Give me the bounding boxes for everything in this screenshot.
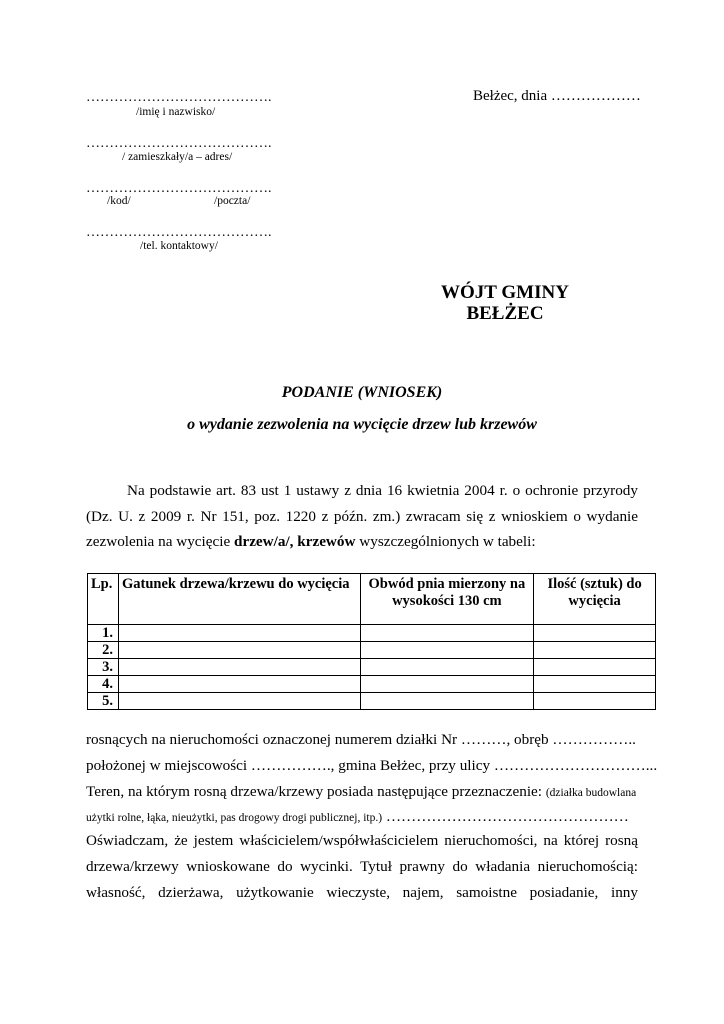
document-title: PODANIE (WNIOSEK) xyxy=(281,384,443,401)
intro-line-3-text: zezwolenia na wycięcie xyxy=(86,533,234,550)
species-cell[interactable] xyxy=(118,659,360,676)
circumference-cell[interactable] xyxy=(360,676,534,693)
post-office-label: /poczta/ xyxy=(214,195,251,207)
purpose-line-2 xyxy=(86,808,638,826)
row-number: 3. xyxy=(88,659,119,676)
header-lp: Lp. xyxy=(88,574,119,625)
purpose-note-start: (działka budowlana xyxy=(545,787,637,799)
circumference-cell[interactable] xyxy=(360,659,534,676)
header-species: Gatunek drzewa/krzewu do wycięcia xyxy=(118,574,360,625)
trees-table xyxy=(87,573,656,710)
declaration-line-2: drzewa/krzewy wnioskowane do wycinki. Tytuł prawny do władania nieruchomością: xyxy=(86,858,638,875)
phone-field-label: /tel. kontaktowy/ xyxy=(140,240,218,252)
postal-field-dots: …………………………………. xyxy=(86,181,272,196)
circumference-cell[interactable] xyxy=(360,625,534,642)
purpose-note-end: użytki rolne, łąka, nieużytki, pas drogowy drogi publicznej, itp.) xyxy=(86,812,383,824)
circumference-cell[interactable] xyxy=(360,642,534,659)
postal-code-label: /kod/ xyxy=(107,195,131,207)
table-row xyxy=(88,625,656,642)
phone-field-dots: …………………………………. xyxy=(86,225,272,240)
document-subtitle: o wydanie zezwolenia na wycięcie drzew lub krzewów xyxy=(187,416,537,433)
intro-line-2: (Dz. U. z 2009 r. Nr 151, poz. 1220 z późn. zm.) zwracam się z wnioskiem o wydanie xyxy=(86,508,638,525)
table-row xyxy=(88,693,656,710)
recipient-line-1: WÓJT GMINY xyxy=(441,282,569,303)
name-field-label: /imię i nazwisko/ xyxy=(136,106,216,118)
species-cell[interactable] xyxy=(118,625,360,642)
table-row xyxy=(88,676,656,693)
recipient-line-2: BEŁŻEC xyxy=(466,303,544,324)
declaration-line-1: Oświadczam, że jestem właścicielem/współwłaścicielem nieruchomości, na której rosną xyxy=(86,832,638,849)
header-circumference: Obwód pnia mierzony na wysokości 130 cm xyxy=(360,574,534,625)
quantity-cell[interactable] xyxy=(534,659,656,676)
row-number: 4. xyxy=(88,676,119,693)
intro-line-3-bold: drzew/a/, krzewów xyxy=(234,533,356,550)
quantity-cell[interactable] xyxy=(534,625,656,642)
location-line: położonej w miejscowości ……………., gmina Bełżec, przy ulicy …………………………... xyxy=(86,757,658,774)
species-cell[interactable] xyxy=(118,676,360,693)
intro-line-3 xyxy=(86,533,638,551)
row-number: 1. xyxy=(88,625,119,642)
header-quantity: Ilość (sztuk) do wycięcia xyxy=(534,574,656,625)
address-field-label: / zamieszkały/a – adres/ xyxy=(122,151,233,163)
species-cell[interactable] xyxy=(118,693,360,710)
intro-line-3-end: wyszczególnionych w tabeli: xyxy=(355,533,536,550)
address-field-dots: …………………………………. xyxy=(86,136,272,151)
row-number: 5. xyxy=(88,693,119,710)
purpose-text: Teren, na którym rosną drzewa/krzewy posiada następujące przeznaczenie: xyxy=(86,783,543,800)
table-row xyxy=(88,659,656,676)
name-field-dots: …………………………………. xyxy=(86,90,272,105)
quantity-cell[interactable] xyxy=(534,676,656,693)
table-row xyxy=(88,642,656,659)
purpose-line xyxy=(86,783,638,801)
quantity-cell[interactable] xyxy=(534,693,656,710)
table-header-row xyxy=(88,574,656,625)
declaration-line-3: własność, dzierżawa, użytkowanie wieczyste, najem, samoistne posiadanie, inny xyxy=(86,884,638,901)
purpose-dots: ………………………………………… xyxy=(385,808,629,825)
date-line: Bełżec, dnia ……………… xyxy=(473,88,641,104)
species-cell[interactable] xyxy=(118,642,360,659)
parcel-line: rosnących na nieruchomości oznaczonej numerem działki Nr ………, obręb …………….. xyxy=(86,731,636,748)
intro-line-1: Na podstawie art. 83 ust 1 ustawy z dnia 16 kwietnia 2004 r. o ochronie przyrody xyxy=(127,482,638,499)
quantity-cell[interactable] xyxy=(534,642,656,659)
circumference-cell[interactable] xyxy=(360,693,534,710)
row-number: 2. xyxy=(88,642,119,659)
